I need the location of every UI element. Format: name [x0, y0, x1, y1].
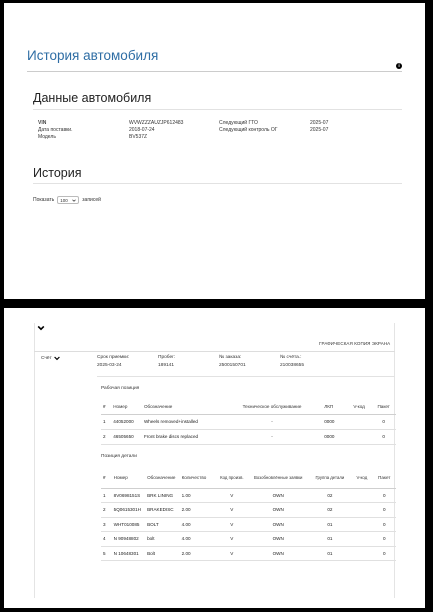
divider [33, 109, 402, 110]
next-emission-check-value: 2025-07 [310, 127, 329, 133]
column-header: Возобновлённые заявки [248, 468, 309, 488]
column-header: Обозначение [145, 468, 180, 488]
column-header: Обозначение [142, 399, 222, 414]
page-length-select[interactable] [57, 196, 79, 204]
table-cell: 4.00 [180, 532, 216, 547]
table-cell: BRAKEDISC [145, 503, 180, 518]
table-row [101, 546, 396, 561]
invoice-number-value: 210038655 [280, 363, 305, 368]
part-positions-body [101, 488, 396, 561]
table-cell: 1 [101, 414, 111, 429]
table-cell: N 90948802 [112, 532, 145, 547]
table-cell: 02 [309, 503, 352, 518]
column-header: # [101, 399, 111, 414]
table-cell: 2.00 [180, 503, 216, 518]
vin-label: VIN [38, 120, 47, 126]
table-cell: 0 [371, 414, 396, 429]
vin-value: WVWZZZAUZJP612483 [129, 120, 184, 126]
table-row [101, 488, 396, 503]
column-header: # [101, 468, 112, 488]
table-cell: Wheels removed+installed [142, 414, 222, 429]
acceptance-date-label: Срок приемки: [97, 355, 130, 360]
table-cell: 0000 [322, 429, 347, 444]
invoice-toggle-label: Счёт [41, 356, 52, 361]
next-emission-check-label: Следующий контроль ОГ [219, 127, 278, 133]
table-cell: - [222, 414, 322, 429]
table-cell: V [216, 532, 248, 547]
table-cell: 8V0698151S [112, 488, 145, 503]
history-heading: История [33, 166, 82, 180]
column-header: Техническое обслуживание [222, 399, 322, 414]
table-cell: 02 [309, 488, 352, 503]
table-cell: 1.00 [180, 488, 216, 503]
column-header: Номер [112, 468, 145, 488]
table-cell: V [216, 488, 248, 503]
table-cell: 2 [101, 429, 111, 444]
column-header: Пакет [371, 399, 396, 414]
mileage-label: Пробег: [158, 355, 176, 360]
table-cell [351, 488, 372, 503]
table-cell: 0 [373, 488, 397, 503]
acceptance-date-value: 2025-03-24 [97, 363, 122, 368]
info-icon[interactable]: i [396, 63, 402, 69]
work-positions-heading: Рабочая позиция [101, 386, 140, 391]
page-title: История автомобиля [27, 48, 159, 63]
table-cell: 4 [101, 532, 112, 547]
column-header: Пакет [373, 468, 397, 488]
delivery-date-label: Дата поставки. [38, 127, 73, 133]
table-cell: OWN [248, 488, 309, 503]
table-cell: 0 [371, 429, 396, 444]
delivery-date-value: 2018-07-24 [129, 127, 155, 133]
history-page-panel [4, 3, 425, 299]
column-header: V-код [351, 468, 372, 488]
table-cell: 44052000 [111, 414, 142, 429]
table-cell: BOLT [145, 517, 180, 532]
table-cell: Bolt [145, 546, 180, 561]
table-cell: 46505650 [111, 429, 142, 444]
show-label: Показать [33, 197, 55, 203]
table-cell [351, 517, 372, 532]
part-positions-heading: Позиция детали [101, 454, 137, 459]
table-cell: bolt [145, 532, 180, 547]
page-length-control [33, 196, 101, 204]
table-cell: - [222, 429, 322, 444]
divider [27, 71, 402, 72]
next-inspection-value: 2025-07 [310, 120, 329, 126]
table-cell: BRK LINING [145, 488, 180, 503]
table-cell [351, 546, 372, 561]
table-cell: WHT010085 [112, 517, 145, 532]
column-header: Код произв. [216, 468, 248, 488]
page-length-value: 100 [60, 197, 68, 203]
column-header: V-код [347, 399, 372, 414]
column-header: Количество [180, 468, 216, 488]
table-cell: OWN [248, 532, 309, 547]
part-positions-table [101, 468, 396, 561]
table-cell: 0 [373, 532, 397, 547]
table-cell: 5Q0615301H [112, 503, 145, 518]
table-cell: 0 [373, 546, 397, 561]
chevron-down-icon[interactable] [37, 324, 45, 332]
table-cell: 2.00 [180, 546, 216, 561]
table-cell: N 10648301 [112, 546, 145, 561]
divider [97, 376, 395, 377]
table-cell: 3 [101, 517, 112, 532]
table-cell: V [216, 546, 248, 561]
column-header: Номер [111, 399, 142, 414]
table-cell: OWN [248, 517, 309, 532]
table-cell: 0 [373, 517, 397, 532]
divider [33, 183, 402, 184]
table-row [101, 503, 396, 518]
next-inspection-label: Следующий ГТО [219, 120, 258, 126]
table-cell: Front brake discs replaced [142, 429, 222, 444]
table-cell [347, 429, 372, 444]
table-row [101, 517, 396, 532]
table-cell: 2 [101, 503, 112, 518]
mileage-value: 189141 [158, 363, 175, 368]
screen-print-label[interactable]: ГРАФИЧЕСКАЯ КОПИЯ ЭКРАНА [319, 341, 391, 346]
table-header-row [101, 468, 396, 488]
table-cell: V [216, 503, 248, 518]
table-cell: 0000 [322, 414, 347, 429]
invoice-toggle[interactable] [41, 356, 60, 361]
records-label: записей [82, 197, 101, 203]
table-cell: 0 [373, 503, 397, 518]
order-number-value: 2500150701 [219, 363, 246, 368]
column-header: ЛКП [322, 399, 347, 414]
model-value: BV537Z [129, 134, 148, 140]
table-cell: V [216, 517, 248, 532]
model-label: Модель [38, 134, 56, 140]
table-row [101, 532, 396, 547]
work-positions-table [101, 399, 396, 445]
table-header-row [101, 399, 396, 414]
table-cell: OWN [248, 546, 309, 561]
table-cell: 4.00 [180, 517, 216, 532]
order-number-label: № заказа: [219, 355, 242, 360]
invoice-number-label: № счёта.: [280, 355, 302, 360]
table-cell [351, 532, 372, 547]
divider [34, 351, 395, 352]
column-header: Группа детали [309, 468, 352, 488]
table-cell: 1 [101, 488, 112, 503]
table-cell [347, 414, 372, 429]
vehicle-data-heading: Данные автомобиля [33, 91, 152, 105]
table-cell: 01 [309, 517, 352, 532]
chevron-down-icon [54, 356, 60, 361]
table-row [101, 414, 396, 429]
table-cell: 01 [309, 532, 352, 547]
table-row [101, 429, 396, 444]
table-cell [351, 503, 372, 518]
history-detail-panel [4, 308, 425, 608]
table-cell: 01 [309, 546, 352, 561]
table-cell: OWN [248, 503, 309, 518]
chevron-down-icon [72, 199, 76, 202]
table-cell: 5 [101, 546, 112, 561]
